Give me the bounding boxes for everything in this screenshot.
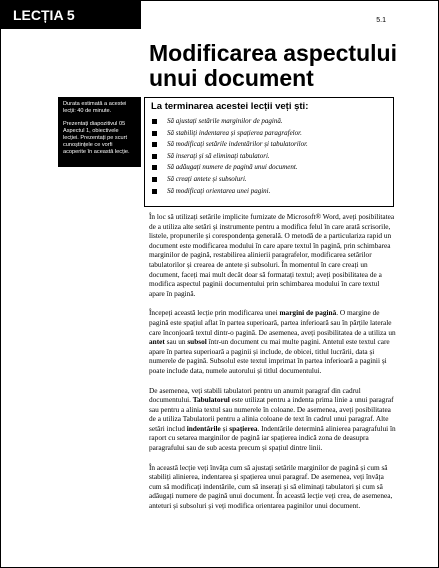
text-run: este utilizat pentru a indenta prima linie a unui paragraf sau pentru a alinia textul sau numerele în coloane. De asemenea, aveți posibilitatea de a utiliza Tabulatorii pentru a alinia coloane de text în cadrul unui paragraf. Alte setări includ bbox=[149, 395, 394, 433]
objective-item: Să inserați și să eliminați tabulatori. bbox=[151, 151, 387, 163]
term-indent: indentările bbox=[186, 423, 221, 433]
term-tab: Tabulatorul bbox=[192, 395, 230, 405]
objective-item: Să stabiliți indentarea și spațierea paragrafelor. bbox=[151, 128, 387, 140]
instructor-note-box bbox=[58, 97, 141, 167]
paragraph-margins bbox=[149, 308, 396, 375]
text-run: . Indentările determină alinierea paragrafului în raport cu setarea marginilor de pagină iar spațierea indică zona de deasupra paragrafului sau de sub acesta precum și spațiul dintre linii. bbox=[149, 423, 396, 453]
term-header: antet bbox=[149, 337, 165, 347]
objectives-heading: La terminarea acestei lecții veți ști: bbox=[151, 101, 309, 112]
paragraph-tabs bbox=[149, 386, 396, 453]
duration-note: Durata estimată a acestei lecții: 40 de minute. bbox=[63, 101, 127, 114]
term-footer: subsol bbox=[187, 337, 207, 347]
objective-item: Să modificați setările indentărilor și tabulatorilor. bbox=[151, 139, 387, 151]
text-run: . O margine de pagină este spațiul aflat în partea superioară, partea inferioară sau în părțile laterale care înconjoară textul dintr-o pagină. De asemenea, aveți posibilitatea de a utiliza un bbox=[149, 308, 396, 337]
text-run: sau un bbox=[164, 337, 188, 347]
page-number: 5.1 bbox=[376, 17, 386, 24]
text-run: Începeți această lecție prin modificarea unei bbox=[149, 308, 280, 318]
paragraph-intro: În loc să utilizați setările implicite furnizate de Microsoft® Word, aveți posibilitatea de a utiliza alte setări și instrumente pentru a modifica felul în care arată scrisorile, listele, propunerile și corespondența generală. O metodă de a particulariza rapid un document este modificarea modului în care apare textul în pagină, prin schimbarea marginilor de pagină, restabilirea alinierii paragrafelor, modificarea setărilor tabulatorilor și crearea de antete și subsoluri. În momentul în care creați un document, faceți mai mult decât doar să formatați textul; aveți posibilitatea de a modifica aspectul paginii documentului prin schimbarea modului în care textul apare în pagină. bbox=[149, 212, 395, 298]
page-title: Modificarea aspectului unui document bbox=[149, 40, 397, 91]
objective-item: Să ajustați setările marginilor de pagină. bbox=[151, 116, 387, 128]
objective-item: Să modificați orientarea unei pagini. bbox=[151, 186, 387, 198]
text-run: și bbox=[220, 423, 230, 433]
body-text bbox=[149, 212, 396, 521]
objective-item: Să creați antete și subsoluri. bbox=[151, 174, 387, 186]
text-run: într-un document cu mai multe pagini. Antetul este textul care apare în partea superioară a paginii și include, de obicei, titlul lucrării, data și numerele de pagină. Subsolul este textul imprimat în partea inferioară a paginii și poate include data, numele autorului și titlul documentului. bbox=[149, 337, 390, 375]
objectives-list bbox=[151, 116, 387, 197]
slides-note: Prezentați diapozitivul 05 Aspectul 1, obiectivele lecției. Prezentați pe scurt cunoștințele ce vorfi acoperite în această lecție. bbox=[63, 121, 130, 155]
objectives-box bbox=[144, 97, 394, 207]
objective-item: Să adăugați numere de pagină unui document. bbox=[151, 162, 387, 174]
paragraph-summary: În această lecție veți învăța cum să ajustați setările marginilor de pagină și cum să stabiliți alinierea, indentarea și spațierea unui paragraf. De asemenea, veți învăța cum să modificați indentările, cum să inserați și să eliminați tabulatori și cum să adăugați numere de pagină unui document. În această lecție veți crea, de asemenea, anteturi și subsoluri și veți modifica orientarea paginilor unui document. bbox=[149, 462, 393, 511]
text-run: De asemenea, veți stabili tabulatori pentru un anumit paragraf din cadrul documentului. bbox=[149, 385, 361, 405]
lesson-label: LECȚIA 5 bbox=[1, 1, 141, 29]
term-margin: margini de pagină bbox=[279, 308, 337, 318]
term-spacing: spațierea bbox=[229, 423, 258, 433]
